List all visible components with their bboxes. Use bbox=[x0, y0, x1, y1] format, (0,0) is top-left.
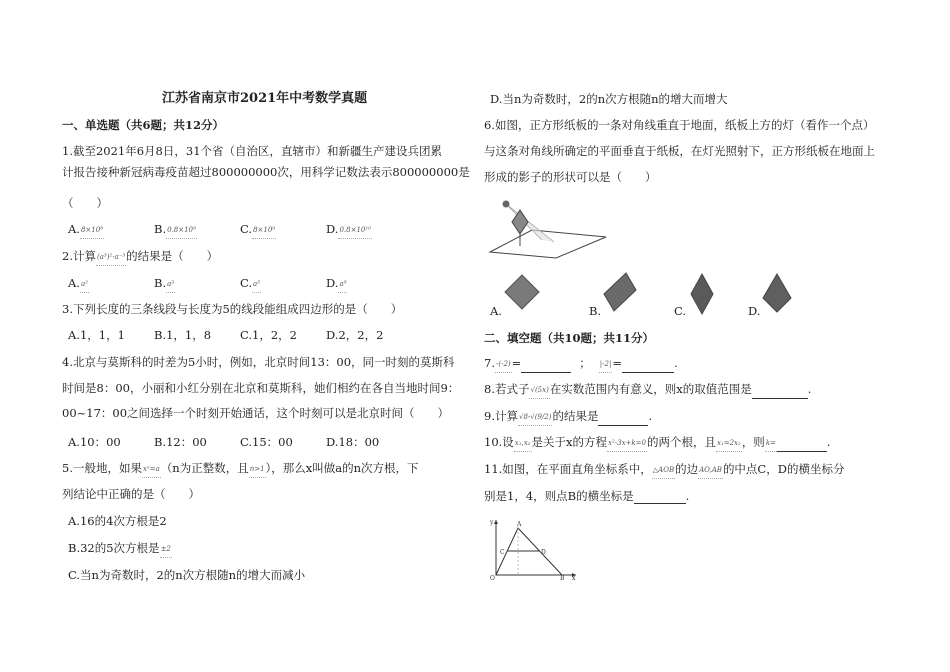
q8-blank bbox=[752, 388, 808, 399]
section-heading-fill-blank: 二、填空题（共10题；共11分） bbox=[484, 331, 655, 345]
q6-option-c-kite-icon bbox=[687, 272, 717, 316]
q5-math-2: n>1 bbox=[249, 461, 266, 478]
q1-options bbox=[68, 221, 372, 239]
q6-option-b-rhombus-icon bbox=[600, 270, 640, 314]
q6-label-b: B. bbox=[589, 304, 602, 318]
q5-option-c: C.当n为奇数时，2的n次方根随n的增大而减小 bbox=[68, 568, 306, 582]
q10-stem: 10.设x₁,x₂是关于x的方程x²-3x+k=0的两个根，且x₁=2x₂，则k= . bbox=[484, 434, 831, 452]
q11-figure bbox=[484, 516, 579, 580]
square-board bbox=[512, 210, 528, 234]
q5-option-b: B.32的5次方根是±2 bbox=[68, 540, 172, 558]
q4-option-c: C.15：00 bbox=[240, 435, 293, 449]
q5-math-1: xⁿ=a bbox=[142, 461, 161, 478]
q6-label-c: C. bbox=[674, 304, 687, 318]
q8-stem: 8.若式子√(5x)在实数范围内有意义，则x的取值范围是 . bbox=[484, 381, 811, 399]
q1-line1: 1.截至2021年6月8日，31个省（自治区，直辖市）和新疆生产建设兵团累 bbox=[62, 144, 443, 158]
q3-option-c: C.1，2，2 bbox=[240, 328, 297, 342]
q2-math-expr: (a³)²·a⁻³ bbox=[96, 249, 126, 266]
q6-label-a: A. bbox=[490, 304, 502, 318]
lamp-icon bbox=[503, 201, 510, 208]
q6-option-a-square-icon bbox=[502, 272, 542, 312]
q4-line1: 4.北京与莫斯科的时差为5小时，例如，北京时间13：00，同一时刻的莫斯科 bbox=[62, 355, 455, 369]
q3-option-b: B.1，1，8 bbox=[154, 328, 212, 342]
q7-blank-2 bbox=[622, 362, 674, 373]
q2-option-d: D.a⁹ bbox=[326, 275, 347, 293]
q6-line3: 形成的影子的形状可以是（ ） bbox=[484, 170, 657, 184]
q9-blank bbox=[598, 415, 648, 426]
q1-option-c: C.8×10⁹ bbox=[240, 221, 326, 239]
q1-option-d: D.0.8×10¹⁰ bbox=[326, 221, 372, 239]
q9-stem: 9.计算√8-√(9/2)的结果是 . bbox=[484, 408, 652, 426]
q4-options bbox=[68, 434, 379, 450]
q11-blank bbox=[634, 493, 686, 504]
q4-line2: 时间是8：00，小丽和小红分别在北京和莫斯科，她们相约在各自当地时间9： bbox=[62, 381, 460, 395]
q5-option-d: D.当n为奇数时，2的n次方根随n的增大而增大 bbox=[490, 92, 728, 106]
q1-option-a: A.8×10⁸ bbox=[68, 221, 154, 239]
page-title: 江苏省南京市2021年中考数学真题 bbox=[162, 91, 368, 106]
q11-line1: 11.如图，在平面直角坐标系中，△AOB的边AO,AB的中点C，D的横坐标分 bbox=[484, 461, 844, 479]
q1-math-c: 8×10⁹ bbox=[252, 222, 276, 239]
q4-option-d: D.18：00 bbox=[326, 435, 380, 449]
q2-option-a: A.a² bbox=[68, 275, 154, 293]
q10-blank bbox=[777, 441, 827, 452]
section-heading-single-choice: 一、单选题（共6题；共12分） bbox=[62, 118, 225, 132]
q5-option-a: A.16的4次方根是2 bbox=[68, 514, 167, 528]
q6-line1: 6.如图，正方形纸板的一条对角线重直于地面，纸板上方的灯（看作一个点） bbox=[484, 118, 875, 132]
label-o: O bbox=[490, 575, 495, 580]
ground-plane bbox=[490, 230, 606, 258]
q1-option-b: B.0.8×10⁹ bbox=[154, 221, 240, 239]
q1-math-d: 0.8×10¹⁰ bbox=[338, 222, 372, 239]
q2-option-c: C.a⁵ bbox=[240, 275, 326, 293]
label-a: A bbox=[517, 521, 522, 528]
q4-line3: 00~17：00之间选择一个时刻开始通话，这个时刻可以是北京时间（ ） bbox=[62, 406, 450, 420]
q6-option-d-kite-icon bbox=[759, 272, 795, 316]
q2-option-b: B.a³ bbox=[154, 275, 240, 293]
q6-line2: 与这条对角线所确定的平面垂直于纸板，在灯光照射下，正方形纸板在地面上 bbox=[484, 144, 875, 158]
q5-line2: 列结论中正确的是（ ） bbox=[62, 487, 200, 501]
q2-stem: 2.计算(a³)²·a⁻³的结果是（ ） bbox=[62, 248, 218, 266]
q6-label-d: D. bbox=[748, 304, 761, 318]
q3-option-d: D.2，2，2 bbox=[326, 328, 384, 342]
q7-blank-1 bbox=[521, 362, 571, 373]
q3-stem: 3.下列长度的三条线段与长度为5的线段能组成四边形的是（ ） bbox=[62, 302, 403, 316]
q4-option-b: B.12：00 bbox=[154, 435, 207, 449]
q11-line2: 别是1，4，则点B的横坐标是 . bbox=[484, 489, 690, 503]
q3-options bbox=[68, 327, 383, 343]
label-c: C bbox=[500, 549, 505, 556]
q7-stem: 7.-(-2)= ； |-2|= . bbox=[484, 355, 678, 373]
q5-line1: 5.一般地，如果xⁿ=a（n为正整数，且n>1），那么x叫做a的n次方根，下 bbox=[62, 460, 419, 478]
label-b: B bbox=[560, 575, 565, 580]
q3-option-a: A.1，1，1 bbox=[68, 328, 125, 342]
label-d: D bbox=[541, 549, 546, 556]
label-x: x bbox=[572, 575, 576, 580]
q1-math-b: 0.8×10⁹ bbox=[166, 222, 197, 239]
q1-line2: 计报告接种新冠病毒疫苗超过800000000次，用科学记数法表示800000000是 bbox=[62, 165, 470, 179]
q2-options bbox=[68, 275, 347, 293]
q4-option-a: A.10：00 bbox=[68, 435, 121, 449]
label-y: y bbox=[490, 519, 494, 526]
q6-figure bbox=[484, 190, 609, 264]
q1-math-a: 8×10⁸ bbox=[80, 222, 104, 239]
q1-line3: （ ） bbox=[62, 196, 108, 210]
